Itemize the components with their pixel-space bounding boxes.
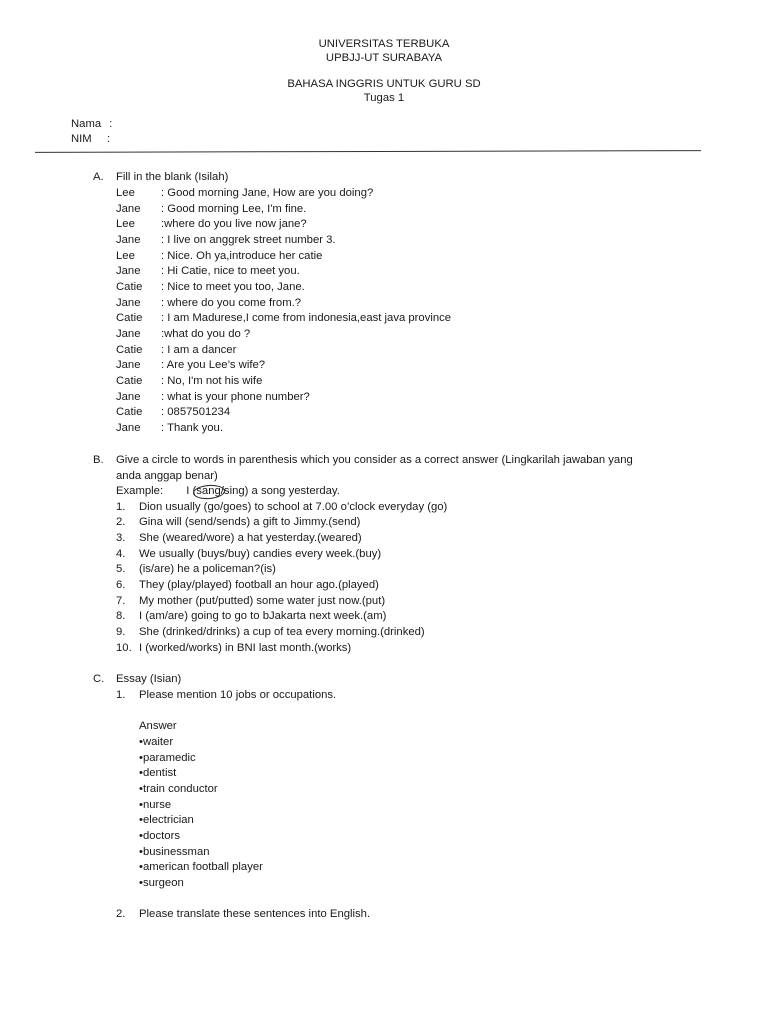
answer-item: •dentist xyxy=(139,767,177,779)
answer-item: •paramedic xyxy=(139,752,196,764)
example-line xyxy=(116,484,340,500)
dialogue-speaker: Jane xyxy=(116,297,141,309)
dialogue-speaker: Lee xyxy=(116,187,135,199)
section-b-letter: B. xyxy=(93,454,104,466)
question-text: Please mention 10 jobs or occupations. xyxy=(139,689,337,701)
dialogue-line: : Good morning Jane, How are you doing? xyxy=(161,187,374,199)
item-text: (is/are) he a policeman?(is) xyxy=(139,563,276,575)
answer-item: •waiter xyxy=(139,736,174,748)
example-label: Example: xyxy=(116,485,164,497)
dialogue-line: : Are you Lee’s wife? xyxy=(161,359,266,371)
section-a-title: Fill in the blank (Isilah) xyxy=(116,171,229,183)
dialogue-line: : Nice to meet you too, Jane. xyxy=(161,281,305,293)
answer-item: •doctors xyxy=(139,830,181,842)
dialogue-row xyxy=(116,343,236,359)
dialogue-line: : Thank you. xyxy=(161,422,223,434)
dialogue-speaker: Jane xyxy=(116,234,141,246)
answer-item: •electrician xyxy=(139,814,194,826)
item-number: 10. xyxy=(116,642,132,654)
item-number: 3. xyxy=(116,532,126,544)
answer-item: •businessman xyxy=(139,846,210,858)
item-number: 9. xyxy=(116,626,126,638)
dialogue-row xyxy=(116,280,305,296)
dialogue-line: : Good morning Lee, I'm fine. xyxy=(161,203,307,215)
nim-field xyxy=(71,132,110,148)
essay-question-1 xyxy=(116,688,336,704)
item-number: 2. xyxy=(116,516,126,528)
section-c-title: Essay (Isian) xyxy=(116,673,182,685)
dialogue-row xyxy=(116,249,322,265)
answer-label: Answer xyxy=(139,720,177,732)
item-text: I (worked/works) in BNI last month.(works) xyxy=(139,642,352,654)
dialogue-row xyxy=(116,296,301,312)
example-suffix: /sing) a song yesterday. xyxy=(220,485,340,497)
item-text: My mother (put/putted) some water just now.(put) xyxy=(139,595,386,607)
task-title: Tugas 1 xyxy=(363,92,405,104)
dialogue-line: :where do you live now jane? xyxy=(161,218,307,230)
dialogue-speaker: Catie xyxy=(116,344,143,356)
question-item xyxy=(116,609,386,625)
dialogue-line: : Nice. Oh ya,introduce her catie xyxy=(161,250,323,262)
item-text: I (am/are) going to go to bJakarta next week.(am) xyxy=(139,610,387,622)
dialogue-speaker: Jane xyxy=(116,265,141,277)
question-item xyxy=(116,500,447,516)
dialogue-line: : what is your phone number? xyxy=(161,391,310,403)
item-text: Gina will (send/sends) a gift to Jimmy.(send) xyxy=(139,516,361,528)
item-text: We usually (buys/buy) candies every week.(buy) xyxy=(139,548,382,560)
section-c-letter: C. xyxy=(93,673,105,685)
item-number: 1. xyxy=(116,501,126,513)
dialogue-line: : 0857501234 xyxy=(161,406,231,418)
dialogue-speaker: Jane xyxy=(116,328,141,340)
dialogue-speaker: Jane xyxy=(116,203,141,215)
question-item xyxy=(116,547,381,563)
dialogue-row xyxy=(116,217,307,233)
example-prefix: I ( xyxy=(186,485,197,497)
item-number: 5. xyxy=(116,563,126,575)
header-divider xyxy=(35,150,701,153)
question-text: Please translate these sentences into English. xyxy=(139,908,371,920)
dialogue-row xyxy=(116,311,451,327)
dialogue-speaker: Jane xyxy=(116,359,141,371)
dialogue-row xyxy=(116,327,250,343)
answer-item: •nurse xyxy=(139,799,172,811)
name-separator: : xyxy=(109,118,113,130)
dialogue-line: : I am Madurese,I come from indonesia,east java province xyxy=(161,312,452,324)
nim-separator: : xyxy=(107,133,111,145)
dialogue-line: : No, I'm not his wife xyxy=(161,375,263,387)
dialogue-row xyxy=(116,374,262,390)
example-circled-answer xyxy=(196,484,221,500)
essay-question-2 xyxy=(116,907,370,923)
answer-item: •american football player xyxy=(139,861,263,873)
dialogue-speaker: Jane xyxy=(116,391,141,403)
question-number: 2. xyxy=(116,908,126,920)
dialogue-row xyxy=(116,358,265,374)
dialogue-speaker: Lee xyxy=(116,250,135,262)
dialogue-row xyxy=(116,264,300,280)
dialogue-speaker: Catie xyxy=(116,312,143,324)
example-circled-word: sang xyxy=(196,485,221,497)
dialogue-line: : I am a dancer xyxy=(161,344,237,356)
dialogue-row xyxy=(116,202,306,218)
question-item xyxy=(116,641,351,657)
course-title: BAHASA INGGRIS UNTUK GURU SD xyxy=(287,78,481,90)
dialogue-line: : Hi Catie, nice to meet you. xyxy=(161,265,300,277)
name-label: Nama xyxy=(71,118,102,130)
dialogue-speaker: Catie xyxy=(116,281,143,293)
section-b-instruction-line2: anda anggap benar) xyxy=(116,470,218,482)
section-b-instruction-line1: Give a circle to words in parenthesis which you consider as a correct answer (Lingkarilah jawaban yang xyxy=(116,454,633,466)
dialogue-speaker: Jane xyxy=(116,422,141,434)
university-title: UNIVERSITAS TERBUKA xyxy=(318,38,450,50)
dialogue-row xyxy=(116,186,373,202)
dialogue-row xyxy=(116,421,223,437)
dialogue-speaker: Catie xyxy=(116,375,143,387)
name-field xyxy=(71,117,112,133)
answer-item: •surgeon xyxy=(139,877,184,889)
item-text: They (play/played) football an hour ago.(played) xyxy=(139,579,379,591)
question-item xyxy=(116,562,276,578)
question-item xyxy=(116,531,362,547)
question-number: 1. xyxy=(116,689,126,701)
question-item xyxy=(116,578,379,594)
item-text: She (drinked/drinks) a cup of tea every morning.(drinked) xyxy=(139,626,425,638)
dialogue-line: : where do you come from.? xyxy=(161,297,302,309)
dialogue-row xyxy=(116,233,336,249)
item-text: She (weared/wore) a hat yesterday.(weared) xyxy=(139,532,362,544)
dialogue-row xyxy=(116,405,230,421)
item-number: 6. xyxy=(116,579,126,591)
item-number: 8. xyxy=(116,610,126,622)
question-item xyxy=(116,594,385,610)
item-text: Dion usually (go/goes) to school at 7.00 o’clock everyday (go) xyxy=(139,501,448,513)
dialogue-line: : I live on anggrek street number 3. xyxy=(161,234,336,246)
dialogue-speaker: Catie xyxy=(116,406,143,418)
branch-title: UPBJJ-UT SURABAYA xyxy=(325,52,443,64)
item-number: 4. xyxy=(116,548,126,560)
item-number: 7. xyxy=(116,595,126,607)
answer-circle-icon xyxy=(193,484,226,500)
dialogue-line: :what do you do ? xyxy=(161,328,251,340)
question-item xyxy=(116,625,425,641)
nim-label: NIM xyxy=(71,133,92,145)
section-a-letter: A. xyxy=(93,171,104,183)
dialogue-speaker: Lee xyxy=(116,218,135,230)
dialogue-row xyxy=(116,390,310,406)
answer-item: •train conductor xyxy=(139,783,218,795)
question-item xyxy=(116,515,360,531)
